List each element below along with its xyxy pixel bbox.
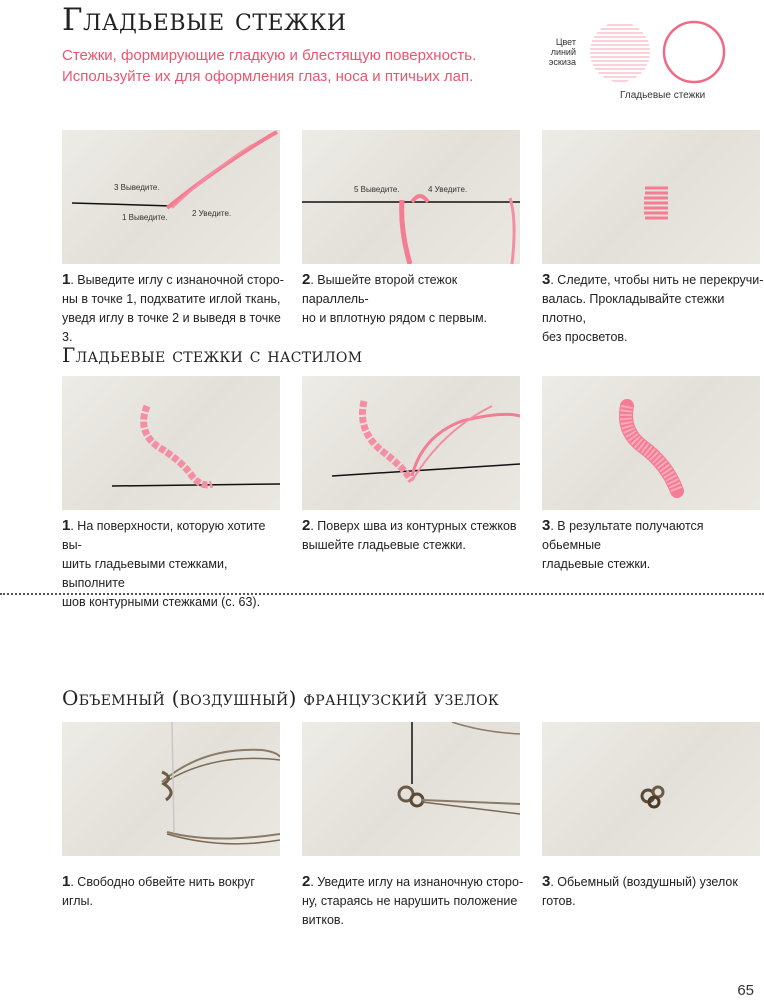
section-2-title: Гладьевые стежки с настилом <box>62 343 363 367</box>
label-4-in: 4 Уведите. <box>428 185 468 194</box>
label-2-in: 2 Уведите. <box>192 209 232 218</box>
label-5-out: 5 Выведите. <box>354 185 400 194</box>
page-title: Гладьевые стежки <box>62 2 347 38</box>
step-3-1: 1. Свободно обвейте нить вокруг иглы. <box>62 873 255 908</box>
step-3-3: 3. Обьемный (воздушный) узелок готов. <box>542 873 738 908</box>
step-2-1: 1. На поверхности, которую хотите вы- шить гладьевыми стежками, выполните шов контурными стежками (с. 63). <box>62 517 266 609</box>
page-number: 65 <box>737 982 754 999</box>
photo-step-1-2 <box>302 130 520 264</box>
photo-step-2-3 <box>542 376 760 510</box>
photo-step-3-3 <box>542 722 760 856</box>
legend-caption: Гладьевые стежки <box>620 90 706 101</box>
photo-step-2-2 <box>302 376 520 510</box>
step-1-2: 2. Вышейте второй стежок параллель- но и вплотную рядом с первым. <box>302 271 488 325</box>
photo-step-2-1 <box>62 376 280 510</box>
legend-swatches <box>588 20 728 84</box>
photo-step-3-1 <box>62 722 280 856</box>
legend-label: Цвет линий эскиза <box>548 37 576 67</box>
dotted-divider <box>0 593 764 595</box>
section-3-title: Объемный (воздушный) французский узелок <box>62 686 500 710</box>
photo-step-1-1 <box>62 130 280 264</box>
outline-swatch <box>664 22 724 82</box>
photo-step-3-2 <box>302 722 520 856</box>
step-2-3: 3. В результате получаются обьемные гладьевые стежки. <box>542 517 704 571</box>
sketch-color-legend <box>540 18 736 108</box>
subtitle-line-1: Стежки, формирующие гладкую и блестящую поверхность. <box>62 47 477 64</box>
step-1-1: 1. Выведите иглу с изнаночной сторо- ны в точке 1, подхватите иглой ткань, уведя иглу в точке 2 и выведя в точке 3. <box>62 271 284 344</box>
photo-step-1-3 <box>542 130 760 264</box>
step-1-3: 3. Следите, чтобы нить не перекручи- валась. Прокладывайте стежки плотно, без просветов. <box>542 271 764 344</box>
subtitle-line-2: Используйте их для оформления глаз, носа и птичьих лап. <box>62 68 474 85</box>
step-2-2: 2. Поверх шва из контурных стежков вышейте гладьевые стежки. <box>302 517 517 552</box>
striped-swatch <box>588 20 652 84</box>
label-3-out: 3 Выведите. <box>114 183 160 192</box>
step-3-2: 2. Уведите иглу на изнаночную сторо- ну, стараясь не нарушить положение витков. <box>302 873 524 927</box>
label-1-out: 1 Выведите. <box>122 213 168 222</box>
